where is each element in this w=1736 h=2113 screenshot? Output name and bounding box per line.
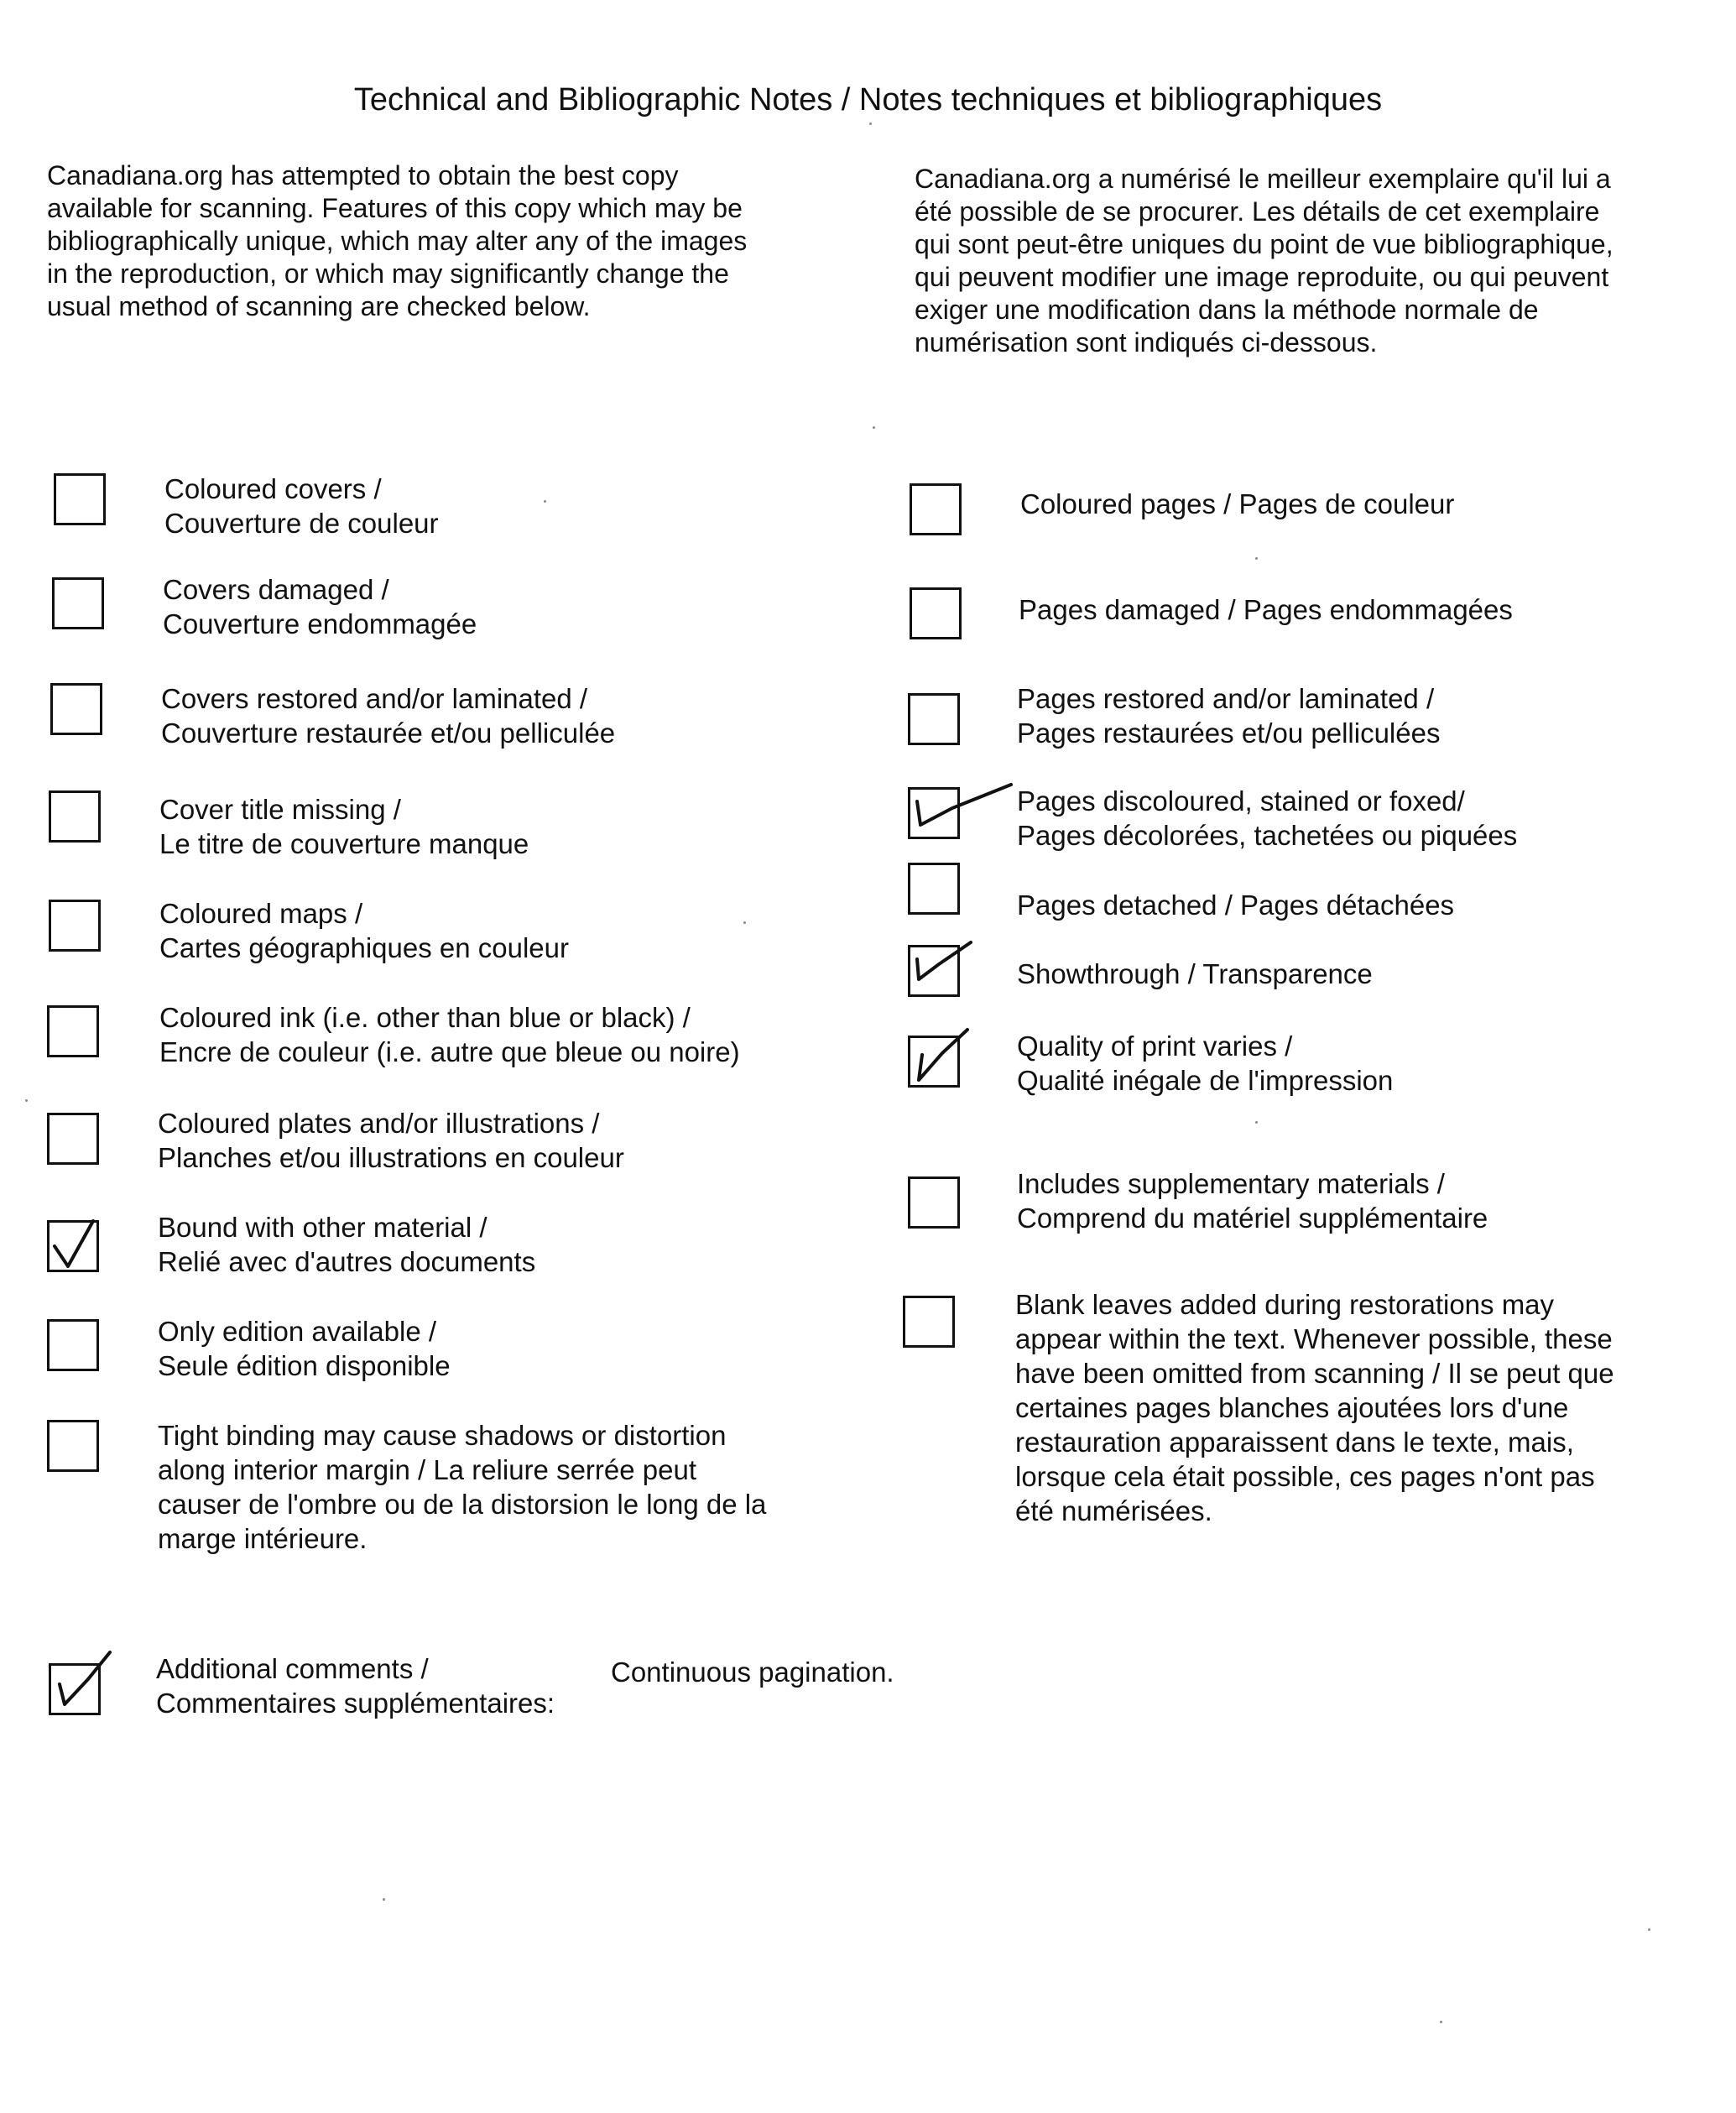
checkbox[interactable] xyxy=(908,945,960,997)
item-label: Pages damaged / Pages endommagées xyxy=(1019,594,1513,625)
checkbox[interactable] xyxy=(908,1176,960,1229)
item-label: Coloured plates and/or illustrations / Planches et/ou illustrations en couleur xyxy=(158,1108,624,1173)
checkbox[interactable] xyxy=(54,473,106,525)
checkmark-icon xyxy=(904,773,979,848)
item-label: Cover title missing / Le titre de couverture manque xyxy=(159,794,529,859)
intro-french: Canadiana.org a numérisé le meilleur exemplaire qu'il lui a été possible de se procurer. Les détails de cet exemplaire qui sont peut-être uniques du point de vue bibliographique, qui peuvent modifier une image reproduite, ou qui peuvent exiger une modification dans la méthode normale de numérisation sont indiqués ci-dessous. xyxy=(915,164,1613,357)
scan-speck xyxy=(1255,1121,1258,1124)
item-label: Blank leaves added during restorations may appear within the text. Whenever possible, these have been omitted from scanning / Il se peut que certaines pages blanches ajoutées lors d'une restauration apparaissent dans le texte, mais, lorsque cela était possible, ces pages n'ont pas été numérisées. xyxy=(1015,1289,1614,1526)
checkbox[interactable] xyxy=(910,587,962,639)
intro-english: Canadiana.org has attempted to obtain the best copy available for scanning. Features of this copy which may be bibliographically unique, which may alter any of the images in the reproduction, or which may significantly change the usual method of scanning are checked below. xyxy=(47,160,748,321)
item-label: Showthrough / Transparence xyxy=(1017,958,1373,989)
checkbox[interactable] xyxy=(49,900,101,952)
checkbox[interactable] xyxy=(908,787,960,839)
scan-speck xyxy=(25,1099,28,1102)
checkmark-icon xyxy=(904,931,979,1006)
item-label: Bound with other material / Relié avec d'autres documents xyxy=(158,1212,536,1277)
checkbox[interactable] xyxy=(908,693,960,745)
item-label: Only edition available / Seule édition disponible xyxy=(158,1316,451,1381)
checkbox[interactable] xyxy=(47,1319,99,1371)
checkmark-icon xyxy=(44,1649,120,1724)
scan-speck xyxy=(1648,1928,1650,1931)
scan-speck xyxy=(869,123,872,125)
item-label: Includes supplementary materials / Comprend du matériel supplémentaire xyxy=(1017,1168,1488,1234)
item-label: Covers damaged / Couverture endommagée xyxy=(163,574,477,639)
additional-comments-value: Continuous pagination. xyxy=(611,1656,894,1688)
scan-speck xyxy=(383,1898,385,1901)
checkbox[interactable] xyxy=(49,1663,101,1715)
item-label: Pages discoloured, stained or foxed/ Pages décolorées, tachetées ou piquées xyxy=(1017,785,1518,851)
item-label: Covers restored and/or laminated / Couverture restaurée et/ou pelliculée xyxy=(161,683,616,749)
checkmark-icon xyxy=(43,1206,118,1281)
additional-comments-label: Additional comments / Commentaires supplémentaires: xyxy=(156,1653,555,1719)
item-label: Tight binding may cause shadows or distortion along interior margin / La reliure serrée peut causer de l'ombre ou de la distorsion le long de la marge intérieure. xyxy=(158,1420,767,1554)
checkbox[interactable] xyxy=(49,790,101,843)
item-label: Coloured maps / Cartes géographiques en couleur xyxy=(159,898,569,963)
checkbox[interactable] xyxy=(47,1220,99,1272)
scan-speck xyxy=(1440,2021,1442,2023)
checkbox[interactable] xyxy=(908,1036,960,1088)
item-label: Pages detached / Pages détachées xyxy=(1017,890,1455,921)
checkbox[interactable] xyxy=(908,863,960,915)
checkbox[interactable] xyxy=(47,1420,99,1472)
checkbox[interactable] xyxy=(903,1296,955,1348)
checkbox[interactable] xyxy=(50,683,102,735)
scan-speck xyxy=(743,921,746,924)
checkbox[interactable] xyxy=(47,1113,99,1165)
scan-speck xyxy=(873,426,875,429)
item-label: Coloured pages / Pages de couleur xyxy=(1020,488,1455,519)
scan-speck xyxy=(544,500,546,503)
item-label: Pages restored and/or laminated / Pages restaurées et/ou pelliculées xyxy=(1017,683,1441,749)
page-title: Technical and Bibliographic Notes / Notes techniques et bibliographiques xyxy=(353,82,1383,117)
item-label: Coloured ink (i.e. other than blue or black) / Encre de couleur (i.e. autre que bleue ou noire) xyxy=(159,1002,740,1067)
checkbox[interactable] xyxy=(910,483,962,535)
scan-speck xyxy=(1255,557,1258,560)
item-label: Quality of print varies / Qualité inégale de l'impression xyxy=(1017,1030,1394,1096)
checkbox[interactable] xyxy=(47,1005,99,1057)
checkmark-icon xyxy=(904,1021,979,1097)
checkbox[interactable] xyxy=(52,577,104,629)
item-label: Coloured covers / Couverture de couleur xyxy=(164,473,439,539)
